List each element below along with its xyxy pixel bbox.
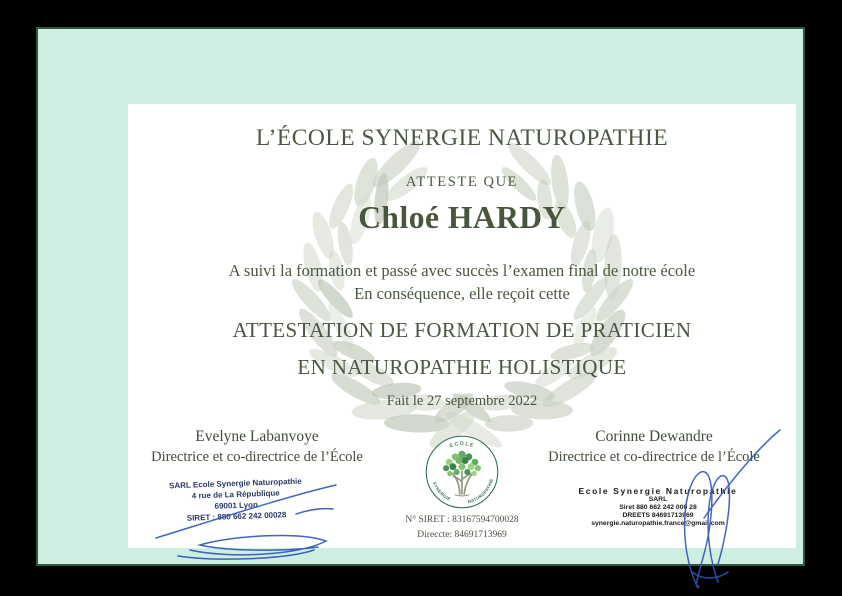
signatory-left xyxy=(128,426,386,467)
stamp-line: DREETS 84691713969 xyxy=(622,512,694,519)
signatory-right-title: Directrice et co-directrice de l’École xyxy=(548,449,760,465)
registration-block xyxy=(128,513,796,542)
body-line-1: A suivi la formation et passé avec succès l’examen final de notre école xyxy=(228,261,696,280)
stamp-line: SIRET : 880 662 242 00028 xyxy=(186,510,287,523)
stamp-line: SARL Ecole Synergie Naturopathie xyxy=(168,476,302,491)
stamp-line: 69001 Lyon xyxy=(214,500,258,511)
stamp-line: synergie.naturopathie.france@gmail.com xyxy=(591,520,725,527)
school-title: L’ÉCOLE SYNERGIE NATUROPATHIE xyxy=(255,125,669,151)
logo-top-text: ECOLE xyxy=(448,440,476,450)
attestation-title-line-1: ATTESTATION DE FORMATION DE PRATICIEN xyxy=(232,318,692,342)
logo-right-arc-text: NATUROPATHIE xyxy=(467,477,495,505)
school-logo xyxy=(424,434,500,510)
stamp-line: SARL xyxy=(648,496,668,503)
certificate xyxy=(128,104,796,548)
logo-left-arc-text: SYNERGIE xyxy=(431,481,452,502)
signatory-left-name: Evelyne Labanvoye xyxy=(195,428,319,445)
direccte-line: Direccte: 84691713969 xyxy=(417,529,507,540)
stamp-line: Ecole Synergie Naturopathie xyxy=(578,486,738,496)
date-line: Fait le 27 septembre 2022 xyxy=(386,393,538,409)
signatory-right-name: Corinne Dewandre xyxy=(595,428,713,445)
certificate-frame xyxy=(36,27,805,566)
stamp-line: 4 rue de La République xyxy=(191,488,280,501)
recipient-name: Chloé HARDY xyxy=(358,200,566,235)
attestation-title-line-2: EN NATUROPATHIE HOLISTIQUE xyxy=(297,355,627,379)
right-signature-icon xyxy=(606,422,796,592)
stamp-line: Siret 880 662 242 000 28 xyxy=(619,504,697,511)
body-line-2: En conséquence, elle reçoit cette xyxy=(354,284,570,303)
siret-line: N° SIRET : 83167594700028 xyxy=(405,515,519,525)
atteste-label: ATTESTE QUE xyxy=(405,174,519,190)
signatory-left-title: Directrice et co-directrice de l’École xyxy=(151,449,363,465)
